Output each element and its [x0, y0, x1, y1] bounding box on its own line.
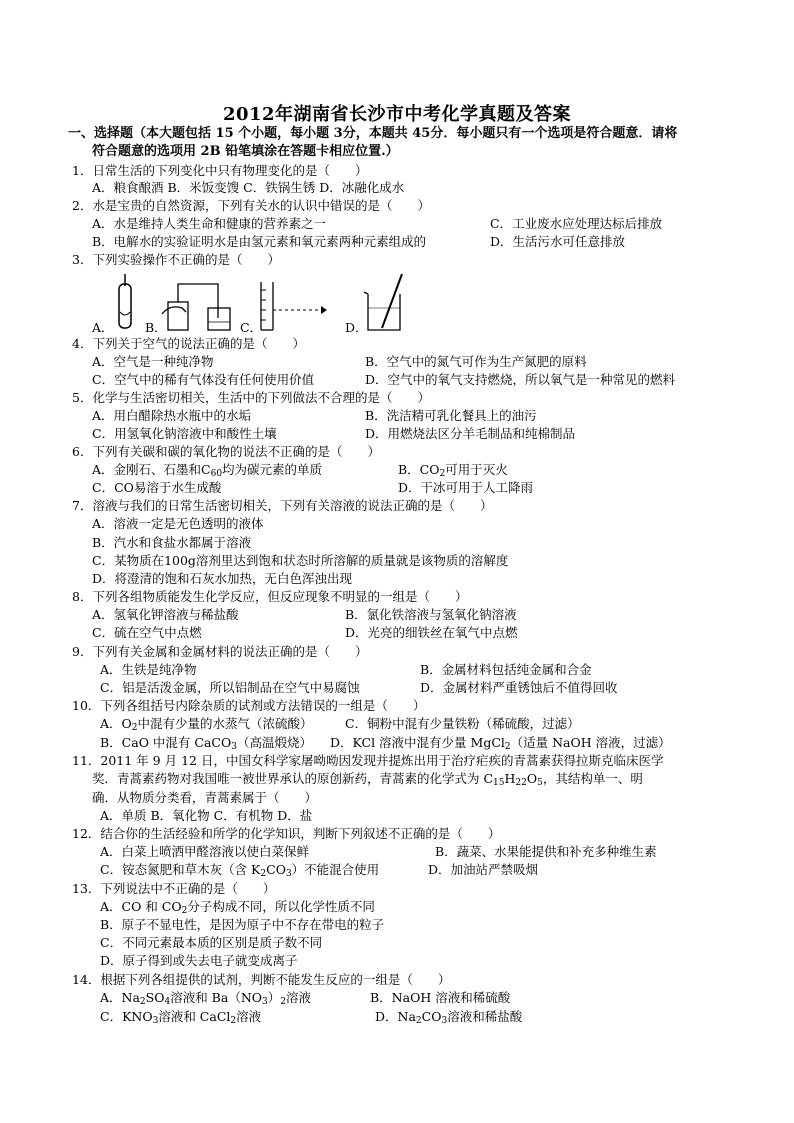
q4-option-d: D．空气中的氧气支持燃烧，所以氧气是一种常见的燃料	[365, 372, 676, 387]
q13-option-a: A．CO 和 $CO_2$分子构成不同，所以化学性质不同	[100, 899, 375, 916]
q10-option-c: C．铜粉中混有少量铁粉（稀硫酸，过滤）	[345, 716, 580, 731]
q13-option-d: D．原子得到或失去电子就变成离子	[100, 953, 298, 968]
q11-line1: 11．2011 年 9 月 12 日，中国女科学家屠呦呦因发现并提炼出用于治疗疟疾的青蒿素获得拉斯克临床医学	[72, 753, 664, 768]
q8-option-c: C．硫在空气中点燃	[92, 625, 202, 640]
q6-option-b: B．$CO_2$可用于灭火	[398, 462, 508, 479]
q1-stem: 1．日常生活的下列变化中只有物理变化的是（ ）	[72, 163, 368, 178]
q3-option-c: C．	[240, 320, 263, 335]
q11-options: A．单质 B．氧化物 C．有机物 D．盐	[100, 808, 313, 823]
q7-stem: 7．溶液与我们的日常生活密切相关，下列有关溶液的说法正确的是（ ）	[72, 498, 493, 513]
q6-stem: 6．下列有关碳和碳的氧化物的说法不正确的是（ ）	[72, 444, 380, 459]
q5-option-b: B．洗洁精可乳化餐具上的油污	[365, 408, 537, 423]
q10-option-b: B．CaO 中混有 CaCO$_3$（高温煅烧）	[100, 735, 312, 752]
q8-option-b: B．氯化铁溶液与氢氧化钠溶液	[345, 607, 517, 622]
q11-line3: 确．从物质分类看，青蒿素属于（ ）	[92, 790, 318, 805]
q12-option-c: C．铵态氮肥和草木灰（含 $K_2CO_3$）不能混合使用	[100, 862, 380, 879]
q10-option-a: A．$O_2$中混有少量的水蒸气（浓硫酸）	[100, 716, 313, 733]
q4-stem: 4．下列关于空气的说法正确的是（ ）	[72, 336, 305, 351]
q14-option-d: D．$Na_2CO_3$溶液和稀盐酸	[375, 1009, 523, 1026]
q14-option-a: A．$Na_2SO_4$溶液和 $Ba(NO_3)_2$溶液	[100, 990, 312, 1007]
q14-option-b: B．NaOH 溶液和稀硫酸	[370, 990, 511, 1005]
q2-option-d: D．生活污水可任意排放	[490, 234, 626, 249]
q3-option-d: D．	[345, 320, 368, 335]
q1-options: A．粮食酿酒 B．米饭变馊 C．铁锅生锈 D．冰融化成水	[92, 180, 405, 195]
q2-option-c: C．工业废水应处理达标后排放	[490, 216, 663, 231]
q9-stem: 9．下列有关金属和金属材料的说法正确的是（ ）	[72, 644, 368, 659]
q9-option-b: B．金属材料包括纯金属和合金	[420, 662, 592, 677]
page-title: 2012年湖南省长沙市中考化学真题及答案	[222, 104, 572, 125]
q2-option-b: B．电解水的实验证明水是由氢元素和氧元素两种元素组成的	[92, 234, 427, 249]
q6-option-c: C．CO易溶于水生成酸	[92, 480, 222, 495]
q5-option-c: C．用氢氧化钠溶液中和酸性土壤	[92, 426, 277, 441]
q7-option-c: C．某物质在100g溶剂里达到饱和状态时所溶解的质量就是该物质的溶解度	[92, 553, 509, 568]
q5-option-d: D．用燃烧法区分羊毛制品和纯棉制品	[365, 426, 576, 441]
section-heading	[68, 125, 718, 161]
q3-option-b: B．	[145, 320, 167, 335]
section-heading-line1: 一、选择题（本大题包括 15 个小题，每小题 3分，本题共 45分．每小题只有一个选项是符合题意．请将	[68, 126, 678, 141]
q13-stem: 13．下列说法中不正确的是（ ）	[72, 881, 276, 896]
q5-option-a: A．用白醋除热水瓶中的水垢	[92, 408, 252, 423]
q12-option-a: A．白菜上喷洒甲醛溶液以使白菜保鲜	[100, 844, 310, 859]
q3-option-a: A．	[92, 320, 114, 335]
q4-option-a: A．空气是一种纯净物	[92, 354, 214, 369]
q9-option-a: A．生铁是纯净物	[100, 662, 197, 677]
q7-option-d: D．将澄清的饱和石灰水加热，无白色浑浊出现	[92, 571, 353, 586]
q7-option-a: A．溶液一定是无色透明的液体	[92, 516, 264, 531]
q9-option-d: D．金属材料严重锈蚀后不值得回收	[420, 680, 618, 695]
q9-option-c: C．铝是活泼金属，所以铝制品在空气中易腐蚀	[100, 680, 360, 695]
q10-stem: 10．下列各组括号内除杂质的试剂或方法错误的一组是（ ）	[72, 698, 426, 713]
q6-option-a: A．金刚石、石墨和$C_{60}$均为碳元素的单质	[92, 462, 323, 479]
beaker-stirring-figure	[360, 272, 410, 334]
q4-option-c: C．空气中的稀有气体没有任何使用价值	[92, 372, 315, 387]
q8-option-d: D．光亮的细铁丝在氧气中点燃	[345, 625, 518, 640]
q13-option-b: B．原子不显电性，是因为原子中不存在带电的粒子	[100, 917, 385, 932]
q4-option-b: B．空气中的氮气可作为生产氮肥的原料	[365, 354, 587, 369]
q12-option-b: B．蔬菜、水果能提供和补充多种维生素	[435, 844, 657, 859]
q2-option-a: A．水是维持人类生命和健康的营养素之一	[92, 216, 327, 231]
q2-stem: 2．水是宝贵的自然资源，下列有关水的认识中错误的是（ ）	[72, 198, 430, 213]
q12-option-d: D．加油站严禁吸烟	[428, 862, 539, 877]
q3-stem: 3．下列实验操作不正确的是（ ）	[72, 252, 280, 267]
q5-stem: 5．化学与生活密切相关，生活中的下列做法不合理的是（ ）	[72, 390, 430, 405]
q14-stem: 14．根据下列各组提供的试剂，判断不能发生反应的一组是（ ）	[72, 972, 451, 987]
q8-option-a: A．氢氧化钾溶液与稀盐酸	[92, 607, 239, 622]
gas-tightness-check-figure	[160, 278, 236, 334]
section-heading-line2: 符合题意的选项用 2B 铅笔填涂在答题卡相应位置.）	[92, 144, 399, 159]
q13-option-c: C．不同元素最本质的区别是质子数不同	[100, 935, 323, 950]
q10-option-d: D．KCl 溶液中混有少量 MgCl$_2$（适量 NaOH 溶液，过滤）	[330, 735, 671, 752]
graduated-cylinder-reading-figure	[255, 278, 335, 334]
q8-stem: 8．下列各组物质能发生化学反应，但反应现象不明显的一组是（ ）	[72, 589, 468, 604]
q12-stem: 12．结合你的生活经验和所学的化学知识，判断下列叙述不正确的是（ ）	[72, 826, 501, 841]
q11-line2: 奖．青蒿素药物对我国唯一被世界承认的原创新药，青蒿素的化学式为 $C_{15}H_{22}O_5$，其结构单一、明	[92, 771, 643, 788]
test-tube-heating-figure	[110, 272, 140, 334]
q7-option-b: B．汽水和食盐水都属于溶液	[92, 535, 252, 550]
q14-option-c: C．$KNO_3$溶液和 CaCl$_2$溶液	[100, 1009, 262, 1026]
q6-option-d: D．干冰可用于人工降雨	[398, 480, 534, 495]
